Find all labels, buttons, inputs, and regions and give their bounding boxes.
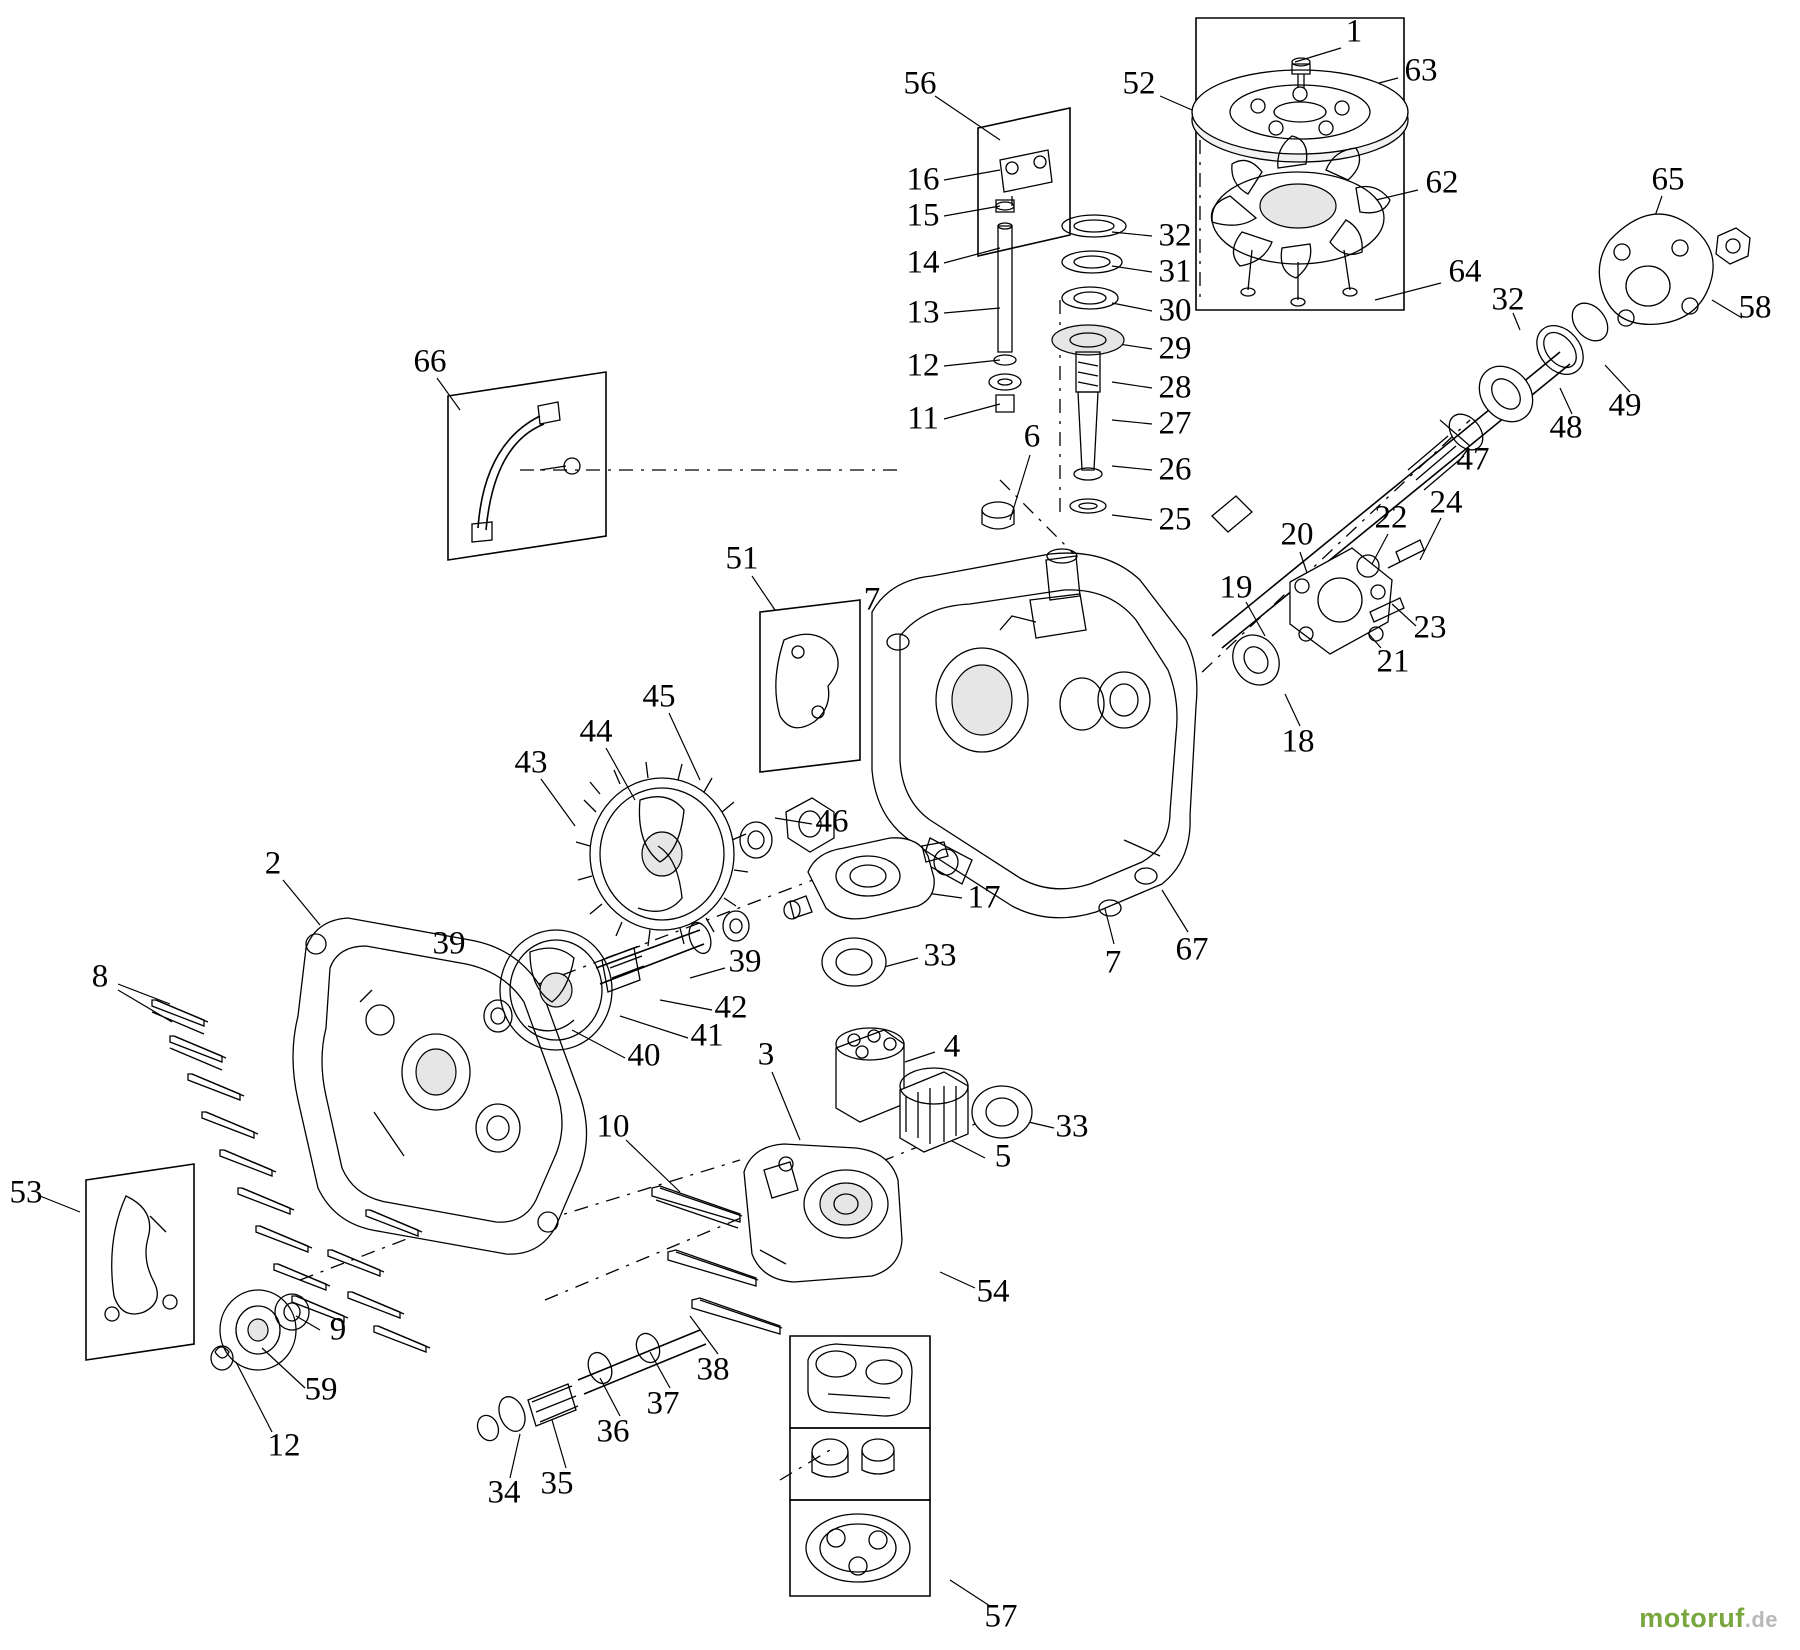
callout-54: 54 [976,1273,1010,1310]
callout-56: 56 [903,65,937,102]
watermark [1639,1603,1778,1634]
callout-25: 25 [1158,501,1192,538]
callout-17: 17 [967,879,1001,916]
callout-46: 46 [815,803,849,840]
callout-41: 41 [690,1017,724,1054]
callout-38: 38 [696,1351,730,1388]
watermark-suffix: .de [1744,1607,1778,1632]
callout-58: 58 [1738,289,1772,326]
callout-67: 66 [413,343,447,380]
callout-4: 4 [943,1028,961,1065]
callout-35: 35 [540,1465,574,1502]
callout-51: 51 [725,540,759,577]
callout-9: 9 [329,1311,347,1348]
callout-22: 22 [1374,499,1408,536]
callout-28: 28 [1158,369,1192,406]
callout-7-upper: 7 [863,581,881,618]
callout-37: 37 [646,1385,680,1422]
callout-45: 45 [642,678,676,715]
callout-2: 2 [264,845,282,882]
callout-5: 5 [994,1138,1012,1175]
callout-10: 10 [596,1108,630,1145]
callout-24: 24 [1429,484,1463,521]
callout-18: 18 [1281,723,1315,760]
callout-59: 59 [304,1371,338,1408]
callout-6: 6 [1023,418,1041,455]
callout-33-upper: 33 [923,937,957,974]
callout-30: 30 [1158,292,1192,329]
part-57-detail-boxes [790,1336,930,1596]
callout-52: 52 [1122,65,1156,102]
callout-20: 20 [1280,516,1314,553]
callout-39-right: 39 [728,943,762,980]
callout-53: 53 [9,1174,43,1211]
callout-3: 3 [757,1036,775,1073]
callout-47: 47 [1456,441,1490,478]
callout-36: 36 [596,1413,630,1450]
callout-63: 63 [1404,52,1438,89]
callout-32-left: 32 [1158,217,1192,254]
part-67-detail-box [448,372,606,560]
callout-14: 14 [906,244,940,281]
callout-12-lower: 12 [267,1427,301,1464]
callout-13: 13 [906,294,940,331]
callout-29: 29 [1158,330,1192,367]
callout-34: 34 [487,1474,521,1511]
callout-21: 21 [1376,643,1410,680]
callout-64: 1 [1345,13,1363,50]
callout-31: 31 [1158,253,1192,290]
callout-33-lower: 33 [1055,1108,1089,1145]
callout-27: 27 [1158,405,1192,442]
part-52-detail-box [1192,13,1408,310]
callout-26: 26 [1158,451,1192,488]
callout-57: 57 [984,1598,1018,1635]
callout-1: 67 [1175,931,1209,968]
control-shaft-stack [1052,215,1126,513]
side-cover-part-2 [293,918,587,1254]
callout-44: 44 [579,713,613,750]
part-53-detail-box [86,1164,194,1360]
callout-32-right: 32 [1491,281,1525,318]
callout-15: 15 [906,197,940,234]
part-51-detail-box [760,600,860,772]
trunnion-shaft-assembly [989,200,1021,412]
callout-65: 64 [1448,253,1482,290]
callout-7-lower: 7 [1104,944,1122,981]
pump-cover-part-17 [784,838,948,919]
callout-43: 43 [514,744,548,781]
callout-12-upper: 12 [906,347,940,384]
callout-40: 40 [627,1037,661,1074]
callout-16: 16 [906,161,940,198]
callout-8: 8 [91,958,109,995]
callout-11: 11 [907,400,939,437]
callout-49: 49 [1608,387,1642,424]
callout-66: 65 [1651,161,1685,198]
callout-23: 23 [1413,609,1447,646]
callout-42: 42 [714,989,748,1026]
callout-48: 48 [1549,409,1583,446]
callout-19: 19 [1219,569,1253,606]
callout-62: 62 [1425,164,1459,201]
axle-shaft-assembly [1212,296,1615,648]
watermark-text: motoruf [1639,1603,1745,1633]
small-gear-assembly [211,1290,309,1370]
part-56-detail-box [978,108,1070,256]
callout-39-left: 39 [432,925,466,962]
